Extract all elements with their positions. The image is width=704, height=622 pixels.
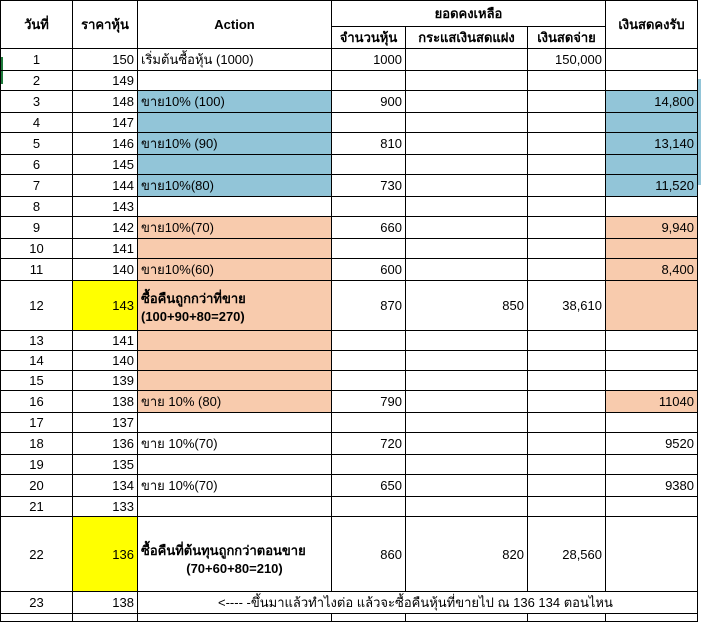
shares-cell[interactable] bbox=[332, 239, 406, 259]
day-cell[interactable]: 22 bbox=[1, 517, 73, 592]
price-cell[interactable]: 143 bbox=[73, 197, 138, 217]
cash-paid-cell[interactable]: 38,610 bbox=[528, 281, 606, 331]
empty-cell[interactable] bbox=[406, 614, 528, 622]
shares-cell[interactable] bbox=[332, 497, 406, 517]
action-cell[interactable] bbox=[138, 413, 332, 433]
action-cell[interactable] bbox=[138, 351, 332, 371]
cash-left-cell[interactable]: 13,140 bbox=[606, 133, 698, 155]
cash-paid-cell[interactable] bbox=[528, 455, 606, 475]
table-row bbox=[1, 281, 698, 331]
day-cell[interactable]: 15 bbox=[1, 371, 73, 391]
cash-paid-cell[interactable] bbox=[528, 197, 606, 217]
day-cell[interactable]: 20 bbox=[1, 475, 73, 497]
table-row bbox=[1, 413, 698, 433]
price-cell[interactable]: 145 bbox=[73, 155, 138, 175]
cash-left-cell[interactable] bbox=[606, 113, 698, 133]
cash-left-cell[interactable]: 9,940 bbox=[606, 217, 698, 239]
empty-cell[interactable] bbox=[73, 614, 138, 622]
cash-left-cell[interactable] bbox=[606, 517, 698, 592]
cash-left-cell[interactable] bbox=[606, 155, 698, 175]
cash-paid-cell[interactable] bbox=[528, 133, 606, 155]
cashflow-cell[interactable] bbox=[406, 433, 528, 455]
action-cell[interactable] bbox=[138, 281, 332, 331]
day-cell[interactable]: 23 bbox=[1, 592, 73, 614]
price-cell[interactable]: 138 bbox=[73, 592, 138, 614]
header-shares[interactable]: จำนวนหุ้น bbox=[332, 27, 406, 49]
table-row bbox=[1, 614, 698, 622]
cash-left-cell[interactable]: 9520 bbox=[606, 433, 698, 455]
cash-left-cell[interactable] bbox=[606, 281, 698, 331]
day-cell[interactable]: 4 bbox=[1, 113, 73, 133]
action-cell[interactable]: ขาย10% (90) bbox=[138, 133, 332, 155]
cashflow-cell[interactable] bbox=[406, 371, 528, 391]
cash-left-cell[interactable] bbox=[606, 197, 698, 217]
cash-paid-cell[interactable] bbox=[528, 475, 606, 497]
header-cash-paid[interactable]: เงินสดจ่าย bbox=[528, 27, 606, 49]
cash-left-cell[interactable] bbox=[606, 497, 698, 517]
day-cell[interactable]: 14 bbox=[1, 351, 73, 371]
cashflow-cell[interactable] bbox=[406, 239, 528, 259]
shares-cell[interactable]: 1000 bbox=[332, 49, 406, 71]
day-cell[interactable]: 1 bbox=[1, 49, 73, 71]
day-cell[interactable]: 5 bbox=[1, 133, 73, 155]
action-cell[interactable] bbox=[138, 113, 332, 133]
action-cell[interactable] bbox=[138, 497, 332, 517]
cash-paid-cell[interactable] bbox=[528, 217, 606, 239]
table-row bbox=[1, 497, 698, 517]
cash-paid-cell[interactable] bbox=[528, 433, 606, 455]
empty-cell[interactable] bbox=[332, 614, 406, 622]
price-cell[interactable]: 135 bbox=[73, 455, 138, 475]
day-cell[interactable]: 9 bbox=[1, 217, 73, 239]
table-row bbox=[1, 259, 698, 281]
table-row bbox=[1, 517, 698, 592]
action-cell[interactable] bbox=[138, 239, 332, 259]
cash-paid-cell[interactable]: 28,560 bbox=[528, 517, 606, 592]
table-row bbox=[1, 475, 698, 497]
table-row bbox=[1, 217, 698, 239]
shares-cell[interactable]: 900 bbox=[332, 91, 406, 113]
day-cell[interactable]: 13 bbox=[1, 331, 73, 351]
cash-paid-cell[interactable] bbox=[528, 91, 606, 113]
cash-left-cell[interactable] bbox=[606, 371, 698, 391]
cashflow-cell[interactable] bbox=[406, 113, 528, 133]
cash-paid-cell[interactable]: 150,000 bbox=[528, 49, 606, 71]
table-row bbox=[1, 391, 698, 413]
day-cell[interactable]: 7 bbox=[1, 175, 73, 197]
price-cell[interactable]: 144 bbox=[73, 175, 138, 197]
cash-left-cell[interactable]: 14,800 bbox=[606, 91, 698, 113]
cash-paid-cell[interactable] bbox=[528, 155, 606, 175]
shares-cell[interactable]: 870 bbox=[332, 281, 406, 331]
day-cell[interactable]: 18 bbox=[1, 433, 73, 455]
table-row bbox=[1, 49, 698, 71]
table-row bbox=[1, 239, 698, 259]
cashflow-cell[interactable]: 820 bbox=[406, 517, 528, 592]
day-cell[interactable]: 12 bbox=[1, 281, 73, 331]
price-cell[interactable]: 141 bbox=[73, 331, 138, 351]
cashflow-cell[interactable] bbox=[406, 351, 528, 371]
price-cell[interactable]: 140 bbox=[73, 351, 138, 371]
action-cell[interactable]: ขาย 10%(70) bbox=[138, 475, 332, 497]
cash-left-cell[interactable] bbox=[606, 239, 698, 259]
cashflow-cell[interactable] bbox=[406, 391, 528, 413]
action-cell[interactable] bbox=[138, 455, 332, 475]
price-cell[interactable]: 139 bbox=[73, 371, 138, 391]
cashflow-cell[interactable] bbox=[406, 91, 528, 113]
cash-paid-cell[interactable] bbox=[528, 351, 606, 371]
cashflow-cell[interactable] bbox=[406, 197, 528, 217]
shares-cell[interactable]: 720 bbox=[332, 433, 406, 455]
empty-cell[interactable] bbox=[138, 614, 332, 622]
price-cell[interactable]: 142 bbox=[73, 217, 138, 239]
table-row bbox=[1, 197, 698, 217]
day-cell[interactable]: 21 bbox=[1, 497, 73, 517]
cashflow-cell[interactable] bbox=[406, 455, 528, 475]
shares-cell[interactable]: 650 bbox=[332, 475, 406, 497]
table-row bbox=[1, 155, 698, 175]
price-cell[interactable]: 136 bbox=[73, 433, 138, 455]
shares-cell[interactable]: 810 bbox=[332, 133, 406, 155]
header-price[interactable]: ราคาหุ้น bbox=[73, 1, 138, 49]
shares-cell[interactable]: 860 bbox=[332, 517, 406, 592]
action-cell[interactable]: ขาย 10%(70) bbox=[138, 433, 332, 455]
table-row bbox=[1, 351, 698, 371]
cash-paid-cell[interactable] bbox=[528, 175, 606, 197]
shares-cell[interactable] bbox=[332, 351, 406, 371]
cashflow-cell[interactable] bbox=[406, 475, 528, 497]
cash-paid-cell[interactable] bbox=[528, 391, 606, 413]
right-edge-highlight bbox=[698, 79, 701, 185]
shares-cell[interactable]: 730 bbox=[332, 175, 406, 197]
price-cell[interactable]: 143 bbox=[73, 281, 138, 331]
cash-left-cell[interactable]: 8,400 bbox=[606, 259, 698, 281]
empty-cell[interactable] bbox=[1, 614, 73, 622]
shares-cell[interactable] bbox=[332, 413, 406, 433]
shares-cell[interactable]: 600 bbox=[332, 259, 406, 281]
day-cell[interactable]: 17 bbox=[1, 413, 73, 433]
day-cell[interactable]: 10 bbox=[1, 239, 73, 259]
action-line-2: (100+90+80=270) bbox=[141, 308, 245, 324]
table-row bbox=[1, 175, 698, 197]
table-row bbox=[1, 133, 698, 155]
header-cashflow[interactable]: กระแสเงินสดแฝง bbox=[406, 27, 528, 49]
cash-paid-cell[interactable] bbox=[528, 259, 606, 281]
empty-cell[interactable] bbox=[606, 614, 698, 622]
cashflow-cell[interactable] bbox=[406, 133, 528, 155]
cash-left-cell[interactable]: 11,520 bbox=[606, 175, 698, 197]
price-cell[interactable]: 133 bbox=[73, 497, 138, 517]
action-cell[interactable] bbox=[138, 517, 332, 592]
day-cell[interactable]: 3 bbox=[1, 91, 73, 113]
cash-paid-cell[interactable] bbox=[528, 497, 606, 517]
cash-left-cell[interactable] bbox=[606, 331, 698, 351]
action-cell[interactable]: ขาย10%(60) bbox=[138, 259, 332, 281]
table-row bbox=[1, 91, 698, 113]
table-row bbox=[1, 113, 698, 133]
action-cell[interactable]: ขาย10%(70) bbox=[138, 217, 332, 239]
cash-left-cell[interactable] bbox=[606, 351, 698, 371]
table-row bbox=[1, 433, 698, 455]
day-cell[interactable]: 2 bbox=[1, 71, 73, 91]
header-balance-group[interactable]: ยอดคงเหลือ bbox=[332, 1, 606, 27]
day-cell[interactable]: 8 bbox=[1, 197, 73, 217]
shares-cell[interactable]: 660 bbox=[332, 217, 406, 239]
cashflow-cell[interactable] bbox=[406, 49, 528, 71]
price-cell[interactable]: 136 bbox=[73, 517, 138, 592]
day-cell[interactable]: 11 bbox=[1, 259, 73, 281]
action-cell[interactable] bbox=[138, 71, 332, 91]
empty-cell[interactable] bbox=[528, 614, 606, 622]
cashflow-cell[interactable] bbox=[406, 71, 528, 91]
shares-cell[interactable] bbox=[332, 371, 406, 391]
action-line-1: ซื้อคืนถูกกว่าที่ขาย bbox=[141, 290, 246, 306]
note-cell[interactable]: <---- -ขึ้นมาแล้วทำไงต่อ แล้วจะซื้อคืนหุ้นที่ขายไป ณ 136 134 ตอนไหน bbox=[138, 592, 698, 614]
table-row bbox=[1, 371, 698, 391]
action-cell[interactable]: เริ่มต้นซื้อหุ้น (1000) bbox=[138, 49, 332, 71]
price-cell[interactable]: 138 bbox=[73, 391, 138, 413]
cashflow-cell[interactable] bbox=[406, 175, 528, 197]
action-cell[interactable] bbox=[138, 155, 332, 175]
table-row bbox=[1, 71, 698, 91]
cashflow-cell[interactable] bbox=[406, 155, 528, 175]
cash-paid-cell[interactable] bbox=[528, 239, 606, 259]
table-row bbox=[1, 331, 698, 351]
cashflow-cell[interactable] bbox=[406, 413, 528, 433]
table-row bbox=[1, 455, 698, 475]
price-cell[interactable]: 150 bbox=[73, 49, 138, 71]
day-cell[interactable]: 6 bbox=[1, 155, 73, 175]
shares-cell[interactable] bbox=[332, 331, 406, 351]
cashflow-cell[interactable] bbox=[406, 259, 528, 281]
cash-paid-cell[interactable] bbox=[528, 413, 606, 433]
table-row bbox=[1, 592, 698, 614]
shares-cell[interactable] bbox=[332, 455, 406, 475]
cash-paid-cell[interactable] bbox=[528, 331, 606, 351]
price-cell[interactable]: 137 bbox=[73, 413, 138, 433]
action-cell[interactable] bbox=[138, 331, 332, 351]
day-cell[interactable]: 19 bbox=[1, 455, 73, 475]
cashflow-cell[interactable] bbox=[406, 217, 528, 239]
header-cash-left[interactable]: เงินสดคงรับ bbox=[606, 1, 698, 49]
shares-cell[interactable] bbox=[332, 113, 406, 133]
cash-paid-cell[interactable] bbox=[528, 71, 606, 91]
shares-cell[interactable] bbox=[332, 197, 406, 217]
cash-paid-cell[interactable] bbox=[528, 371, 606, 391]
header-action[interactable]: Action bbox=[138, 1, 332, 49]
cashflow-cell[interactable] bbox=[406, 331, 528, 351]
action-cell[interactable]: ขาย 10% (80) bbox=[138, 391, 332, 413]
cash-paid-cell[interactable] bbox=[528, 113, 606, 133]
price-cell[interactable]: 134 bbox=[73, 475, 138, 497]
shares-cell[interactable] bbox=[332, 71, 406, 91]
cash-left-cell[interactable] bbox=[606, 455, 698, 475]
header-day[interactable]: วันที่ bbox=[1, 1, 73, 49]
cash-left-cell[interactable] bbox=[606, 49, 698, 71]
shares-cell[interactable] bbox=[332, 155, 406, 175]
price-cell[interactable]: 140 bbox=[73, 259, 138, 281]
cash-left-cell[interactable]: 9380 bbox=[606, 475, 698, 497]
price-cell[interactable]: 147 bbox=[73, 113, 138, 133]
action-cell[interactable] bbox=[138, 371, 332, 391]
action-cell[interactable]: ขาย10% (100) bbox=[138, 91, 332, 113]
shares-cell[interactable]: 790 bbox=[332, 391, 406, 413]
price-cell[interactable]: 141 bbox=[73, 239, 138, 259]
action-line-1: ซื้อคืนที่ต้นทุนถูกกว่าตอนขาย bbox=[141, 543, 306, 558]
price-cell[interactable]: 149 bbox=[73, 71, 138, 91]
cashflow-cell[interactable] bbox=[406, 497, 528, 517]
cashflow-cell[interactable]: 850 bbox=[406, 281, 528, 331]
price-cell[interactable]: 148 bbox=[73, 91, 138, 113]
cash-left-cell[interactable]: 11040 bbox=[606, 391, 698, 413]
price-cell[interactable]: 146 bbox=[73, 133, 138, 155]
day-cell[interactable]: 16 bbox=[1, 391, 73, 413]
action-cell[interactable] bbox=[138, 197, 332, 217]
cash-left-cell[interactable] bbox=[606, 71, 698, 91]
action-cell[interactable]: ขาย10%(80) bbox=[138, 175, 332, 197]
action-line-2: (70+60+80=210) bbox=[186, 561, 283, 576]
cash-left-cell[interactable] bbox=[606, 413, 698, 433]
